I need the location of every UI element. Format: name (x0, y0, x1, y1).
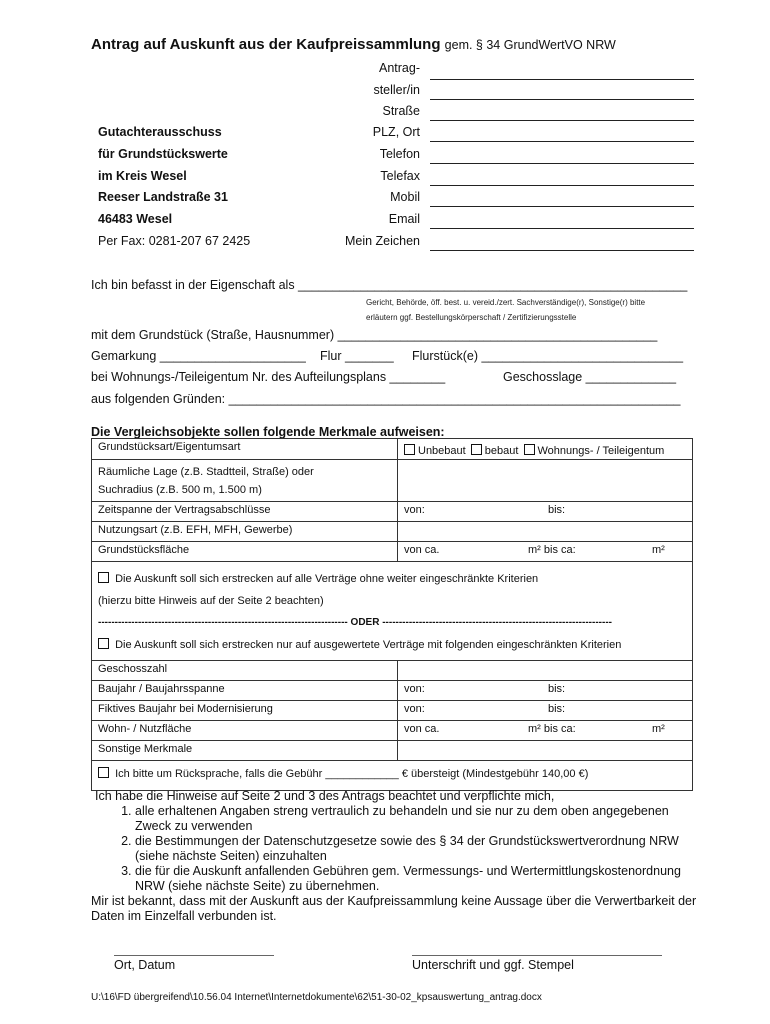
baujahr-bis: bis: (548, 683, 566, 695)
fiktiv-input[interactable] (398, 701, 693, 721)
place-date-line[interactable] (114, 955, 274, 956)
fiktiv-bis: bis: (548, 703, 566, 715)
label-steller: steller/in (373, 83, 420, 97)
recipient-line4: Reeser Landstraße 31 (98, 190, 228, 204)
label-telefax: Telefax (380, 169, 420, 183)
fiktiv-label: Fiktives Baujahr bei Modernisierung (92, 701, 398, 721)
wohnflaeche-m2-bis: m² bis ca: (528, 723, 576, 735)
street-line[interactable] (430, 120, 694, 121)
oder-divider: --------------------------------------------------------------------------- ODER --------------------------------------------------------------------- (98, 617, 612, 628)
plz-ort-line[interactable] (430, 141, 694, 142)
wohnflaeche-label: Wohn- / Nutzfläche (92, 721, 398, 741)
recipient-line3: im Kreis Wesel (98, 169, 187, 183)
fiktiv-von: von: (404, 703, 425, 715)
geschosszahl-label: Geschosszahl (92, 661, 398, 681)
applicant-name-line[interactable] (430, 79, 694, 80)
wohnung-label: Wohnungs- / Teileigentum (537, 445, 665, 457)
bis-label: bis: (548, 504, 566, 516)
art-options (398, 439, 693, 460)
list-item: 3. die für die Auskunft anfallenden Gebühren gem. Vermessungs- und Wertermittlungskostenordnung NRW (siehe nächste Seite) zu übernehmen. (135, 864, 701, 894)
title-main: Antrag auf Auskunft aus der Kaufpreissammlung (91, 36, 441, 53)
label-mein-zeichen: Mein Zeichen (344, 234, 420, 248)
table-row (92, 542, 693, 562)
option-all-checkbox[interactable] (98, 572, 109, 583)
recipient-fax: Per Fax: 0281-207 67 2425 (98, 234, 251, 248)
mein-zeichen-line[interactable] (430, 250, 694, 251)
recipient-line2: für Grundstückswerte (98, 147, 228, 161)
declaration (91, 789, 701, 924)
recipient-line1: Gutachterausschuss (98, 125, 222, 139)
signature-line[interactable] (412, 955, 662, 956)
wohnung-field[interactable]: bei Wohnungs-/Teileigentum Nr. des Aufteilungsplans ________ (91, 370, 446, 384)
table-row (92, 522, 693, 542)
zeitspanne-label: Zeitspanne der Vertragsabschlüsse (92, 502, 398, 522)
applicant-name-line-2[interactable] (430, 99, 694, 100)
table-row (92, 502, 693, 522)
label-mobil: Mobil (390, 190, 420, 204)
art-label: Grundstücksart/Eigentumsart (92, 439, 398, 460)
place-date-label: Ort, Datum (114, 958, 176, 972)
flaeche-input[interactable] (398, 542, 693, 562)
mobil-line[interactable] (430, 206, 694, 207)
geschosszahl-input[interactable] (398, 661, 693, 681)
property-street-field[interactable]: mit dem Grundstück (Straße, Hausnummer) ______________________________________________ (91, 328, 658, 342)
lage-label (92, 460, 398, 502)
bebaut-checkbox[interactable] (471, 444, 482, 455)
table-row (92, 460, 693, 502)
label-antrag: Antrag- (379, 61, 420, 75)
wohnflaeche-input[interactable] (398, 721, 693, 741)
option-all-label: Die Auskunft soll sich erstrecken auf alle Verträge ohne weiter eingeschränkte Kriterien (115, 573, 539, 585)
nutzungsart-label: Nutzungsart (z.B. EFH, MFH, Gewerbe) (92, 522, 398, 542)
telefax-line[interactable] (430, 185, 694, 186)
table-row (92, 661, 693, 681)
wohnung-checkbox[interactable] (524, 444, 535, 455)
table-row (92, 741, 693, 761)
sonstige-label: Sonstige Merkmale (92, 741, 398, 761)
table-row (92, 701, 693, 721)
von-label: von: (404, 504, 425, 516)
fee-row (92, 761, 693, 791)
declaration-closing: Mir ist bekannt, dass mit der Auskunft aus der Kaufpreissammlung keine Aussage über die Verwertbarkeit der Daten im Einzelfall verbunden ist. (91, 894, 697, 923)
declaration-intro: Ich habe die Hinweise auf Seite 2 und 3 des Antrags beachtet und verpflichte mich, (95, 789, 555, 803)
option-block (92, 562, 693, 661)
table-row (92, 681, 693, 701)
capacity-note1: Gericht, Behörde, öff. best. u. vereid./zert. Sachverständige(r), Sonstige(r) bitte (366, 298, 646, 307)
lage-input[interactable] (398, 460, 693, 502)
table-row (92, 761, 693, 791)
file-path-footer: U:\16\FD übergreifend\10.56.04 Internet\Internetdokumente\62\51-30-02_kpsauswertung_antrag.docx (91, 992, 542, 1003)
capacity-field[interactable]: Ich bin befasst in der Eigenschaft als ________________________________________________________ (91, 278, 688, 292)
wohnflaeche-m2: m² (652, 723, 665, 735)
table-row (92, 562, 693, 661)
flurstueck-field[interactable]: Flurstück(e) _____________________________ (412, 349, 684, 363)
email-line[interactable] (430, 228, 694, 229)
page-title (91, 36, 616, 53)
option-all-note: (hierzu bitte Hinweis auf der Seite 2 beachten) (98, 595, 324, 607)
flaeche-m2-bis: m² bis ca: (528, 544, 576, 556)
gruende-field[interactable]: aus folgenden Gründen: _________________________________________________________________ (91, 392, 681, 406)
baujahr-von: von: (404, 683, 425, 695)
telefon-line[interactable] (430, 163, 694, 164)
list-item: 2. die Bestimmungen der Datenschutzgesetze sowie des § 34 der Grundstückswertverordnung NRW (siehe nächste Seiten) einzuhalten (135, 834, 701, 864)
wohnflaeche-von-ca: von ca. (404, 723, 440, 735)
baujahr-input[interactable] (398, 681, 693, 701)
recipient-line5: 46483 Wesel (98, 212, 173, 226)
label-telefon: Telefon (379, 147, 420, 161)
table-row (92, 439, 693, 460)
sonstige-input[interactable] (398, 741, 693, 761)
label-strasse: Straße (382, 104, 420, 118)
gemarkung-field[interactable]: Gemarkung _____________________ (91, 349, 306, 363)
flaeche-von-ca: von ca. (404, 544, 440, 556)
label-plz-ort: PLZ, Ort (372, 125, 420, 139)
option-restricted-label: Die Auskunft soll sich erstrecken nur auf ausgewertete Verträge mit folgenden eingeschränkten Kriterien (115, 639, 622, 651)
flaeche-label: Grundstücksfläche (92, 542, 398, 562)
flaeche-m2: m² (652, 544, 665, 556)
table-row (92, 721, 693, 741)
list-item: 1. alle erhaltenen Angaben streng vertraulich zu behandeln und sie nur zu dem oben angegebenen Zweck zu verwenden (135, 804, 701, 834)
unbebaut-checkbox[interactable] (404, 444, 415, 455)
fee-checkbox[interactable] (98, 767, 109, 778)
zeitspanne-input[interactable] (398, 502, 693, 522)
nutzungsart-input[interactable] (398, 522, 693, 542)
geschosslage-field[interactable]: Geschosslage _____________ (503, 370, 677, 384)
unbebaut-label: Unbebaut (418, 445, 466, 457)
label-email: Email (388, 212, 420, 226)
lage-label-line2: Suchradius (z.B. 500 m, 1.500 m) (98, 484, 262, 496)
title-sub: gem. § 34 GrundWertVO NRW (444, 38, 616, 52)
baujahr-label: Baujahr / Baujahrsspanne (92, 681, 398, 701)
fee-text: Ich bitte um Rücksprache, falls die Gebühr ____________ € übersteigt (Mindestgebühr 140,00 €) (115, 768, 589, 780)
option-restricted-checkbox[interactable] (98, 638, 109, 649)
criteria-table (91, 438, 693, 791)
flur-field[interactable]: Flur _______ (320, 349, 394, 363)
lage-label-line1: Räumliche Lage (z.B. Stadtteil, Straße) oder (98, 466, 314, 478)
criteria-heading: Die Vergleichsobjekte sollen folgende Merkmale aufweisen: (91, 425, 445, 439)
signature-label: Unterschrift und ggf. Stempel (412, 958, 574, 972)
capacity-note2: erläutern ggf. Bestellungskörperschaft / Zertifizierungsstelle (366, 313, 577, 322)
bebaut-label: bebaut (484, 445, 519, 457)
declaration-list (91, 804, 701, 894)
